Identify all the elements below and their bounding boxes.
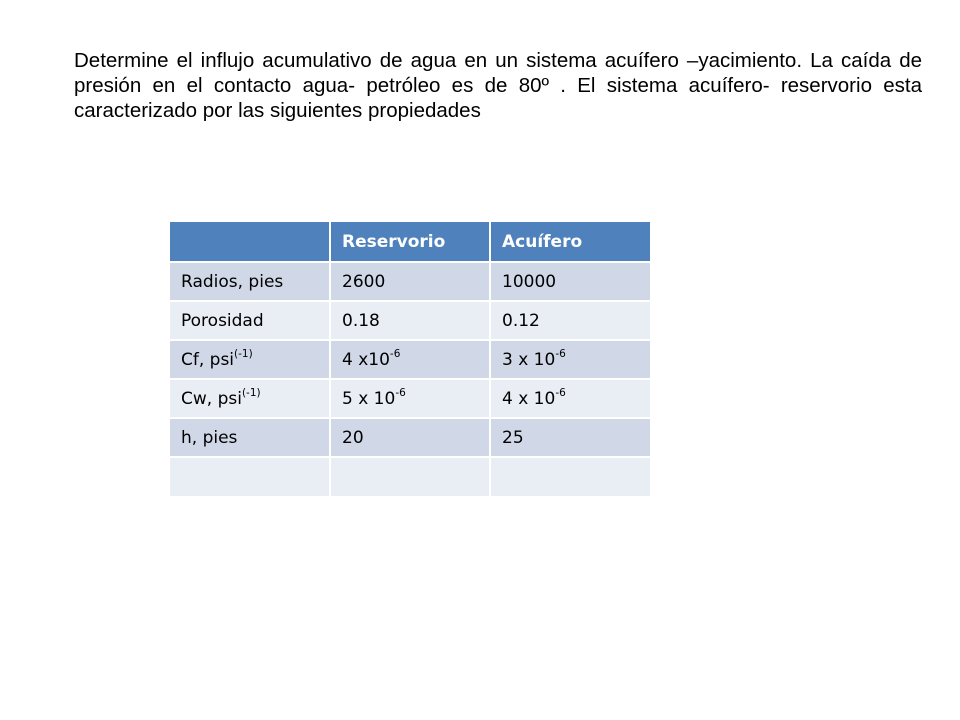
reservorio-value: 5 x $10^{-6}$ <box>330 379 490 418</box>
acuifero-value: 10000 <box>490 262 650 301</box>
acuifero-value: 3 x $10^{-6}$ <box>490 340 650 379</box>
table-header-row <box>170 222 650 262</box>
acuifero-value: 4 x $10^{-6}$ <box>490 379 650 418</box>
header-acuifero: Acuífero <box>490 222 650 262</box>
table-row <box>170 262 650 301</box>
row-label: Radios, pies <box>170 262 330 301</box>
row-label <box>170 457 330 496</box>
acuifero-value: 0.12 <box>490 301 650 340</box>
table-row <box>170 379 650 418</box>
problem-statement: Determine el influjo acumulativo de agua en un sistema acuífero –yacimiento. La caída de presión en el contacto agua- petróleo es de 80º . El sistema acuífero- reservorio esta caracterizado por las siguientes propiedades <box>74 49 922 122</box>
row-label: h, pies <box>170 418 330 457</box>
header-empty <box>170 222 330 262</box>
row-label: Cf, psi$^{(-1)}$ <box>170 340 330 379</box>
reservorio-value: 2600 <box>330 262 490 301</box>
properties-table <box>170 222 650 496</box>
table-row <box>170 340 650 379</box>
acuifero-value: 25 <box>490 418 650 457</box>
reservorio-value: 0.18 <box>330 301 490 340</box>
reservorio-value: 4 $x10^{-6}$ <box>330 340 490 379</box>
header-reservorio: Reservorio <box>330 222 490 262</box>
reservorio-value <box>330 457 490 496</box>
table-row <box>170 301 650 340</box>
table-row <box>170 418 650 457</box>
row-label: Cw, psi$^{(-1)}$ <box>170 379 330 418</box>
row-label: Porosidad <box>170 301 330 340</box>
acuifero-value <box>490 457 650 496</box>
table-row <box>170 457 650 496</box>
reservorio-value: 20 <box>330 418 490 457</box>
